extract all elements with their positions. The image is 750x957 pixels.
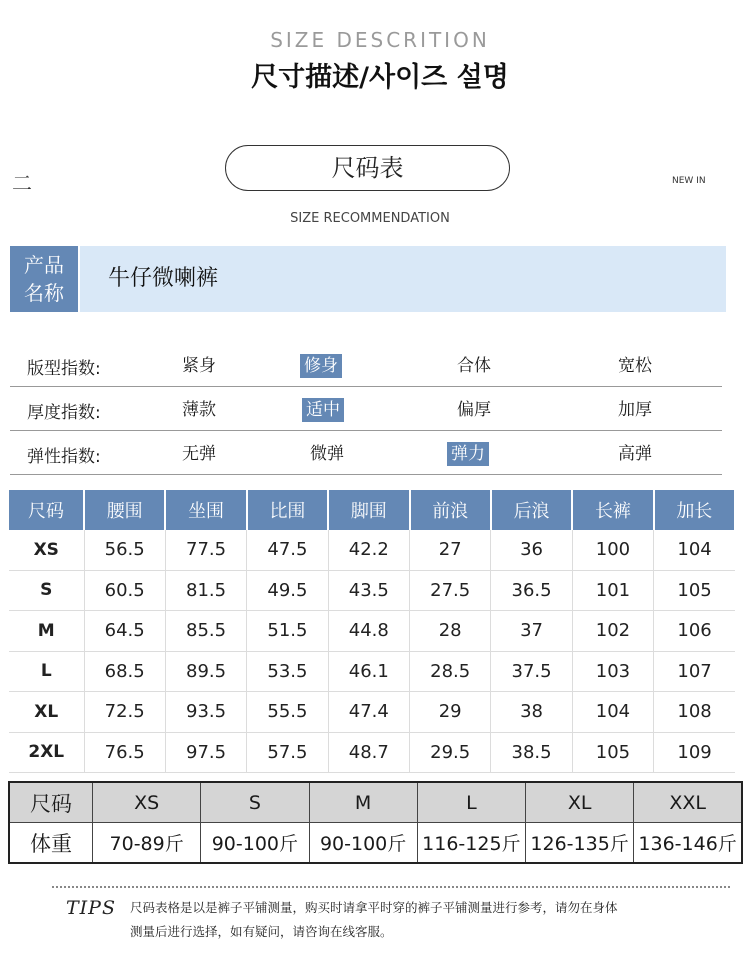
weight-size-cell: L [417, 782, 525, 823]
weight-cell: 90-100斤 [201, 823, 309, 864]
weight-size-label: 尺码 [9, 782, 93, 823]
hip-cell: 77.5 [165, 530, 246, 570]
fit-option-regular: 合体 [457, 356, 491, 376]
size-cell: L [9, 651, 84, 692]
tips-tag: TIPS [66, 897, 116, 919]
tips-line-2: 测量后进行选择，如有疑问，请咨询在线客服。 [130, 924, 393, 939]
hip-cell: 93.5 [165, 692, 246, 733]
hem-cell: 43.5 [328, 570, 409, 611]
front-rise-cell: 27.5 [410, 570, 491, 611]
hip-cell: 81.5 [165, 570, 246, 611]
length-cell: 101 [572, 570, 653, 611]
hem-cell: 46.1 [328, 651, 409, 692]
front-rise-cell: 29 [410, 692, 491, 733]
back-rise-cell: 37 [491, 611, 572, 652]
header-extended-length: 加长 [654, 490, 735, 530]
header-waist: 腰围 [84, 490, 165, 530]
tips-text [130, 896, 720, 944]
front-rise-cell: 29.5 [410, 732, 491, 773]
hem-cell: 42.2 [328, 530, 409, 570]
elasticity-option-slight: 微弹 [310, 444, 344, 464]
tips-divider [52, 886, 730, 888]
fit-index-row [10, 342, 722, 387]
section-subtitle: SIZE DESCRITION [270, 28, 490, 52]
weight-cell: 136-146斤 [634, 823, 742, 864]
weight-table-size-row [9, 782, 742, 823]
table-row [9, 570, 735, 611]
elasticity-index-row [10, 430, 722, 475]
thigh-cell: 49.5 [247, 570, 328, 611]
product-name: 牛仔微喇裤 [80, 246, 726, 312]
header-size: 尺码 [9, 490, 84, 530]
weight-size-cell: XL [526, 782, 634, 823]
length-cell: 104 [572, 692, 653, 733]
elasticity-index-label: 弹性指数: [27, 447, 101, 467]
elasticity-option-none: 无弹 [182, 444, 216, 464]
size-cell: S [9, 570, 84, 611]
weight-table [8, 781, 743, 864]
header-thigh: 比围 [247, 490, 328, 530]
length-cell: 102 [572, 611, 653, 652]
hem-cell: 44.8 [328, 611, 409, 652]
back-rise-cell: 36.5 [491, 570, 572, 611]
thickness-option-thick: 偏厚 [457, 400, 491, 420]
extended-length-cell: 107 [654, 651, 735, 692]
waist-cell: 68.5 [84, 651, 165, 692]
weight-cell: 90-100斤 [309, 823, 417, 864]
extended-length-cell: 108 [654, 692, 735, 733]
weight-size-cell: M [309, 782, 417, 823]
thickness-index-row [10, 386, 722, 431]
thickness-option-thin: 薄款 [182, 400, 216, 420]
weight-cell: 126-135斤 [526, 823, 634, 864]
header-hem: 脚围 [328, 490, 409, 530]
thigh-cell: 47.5 [247, 530, 328, 570]
size-cell: 2XL [9, 732, 84, 773]
size-chart-header-row [9, 490, 735, 530]
thickness-option-extra-thick: 加厚 [618, 400, 652, 420]
header-length: 长裤 [572, 490, 653, 530]
header-front-rise: 前浪 [410, 490, 491, 530]
front-rise-cell: 28.5 [410, 651, 491, 692]
back-rise-cell: 38 [491, 692, 572, 733]
front-rise-cell: 27 [410, 530, 491, 570]
size-cell: M [9, 611, 84, 652]
header-hip: 坐围 [165, 490, 246, 530]
hem-cell: 48.7 [328, 732, 409, 773]
length-cell: 103 [572, 651, 653, 692]
product-name-label [10, 246, 78, 312]
thigh-cell: 51.5 [247, 611, 328, 652]
elasticity-option-stretch-selected: 弹力 [447, 442, 489, 466]
size-cell: XL [9, 692, 84, 733]
thickness-index-label: 厚度指数: [27, 403, 101, 423]
new-in-label: NEW IN [672, 176, 706, 186]
back-rise-cell: 36 [491, 530, 572, 570]
waist-cell: 60.5 [84, 570, 165, 611]
extended-length-cell: 109 [654, 732, 735, 773]
table-row [9, 692, 735, 733]
size-chart-badge: 尺码表 [225, 145, 510, 191]
waist-cell: 56.5 [84, 530, 165, 570]
size-recommendation-label: SIZE RECOMMENDATION [290, 211, 450, 226]
table-row [9, 651, 735, 692]
table-row [9, 611, 735, 652]
waist-cell: 72.5 [84, 692, 165, 733]
side-mark: 二 [12, 171, 32, 195]
thigh-cell: 57.5 [247, 732, 328, 773]
weight-size-cell: S [201, 782, 309, 823]
back-rise-cell: 37.5 [491, 651, 572, 692]
product-label-line1: 产品 [24, 253, 64, 277]
extended-length-cell: 106 [654, 611, 735, 652]
length-cell: 100 [572, 530, 653, 570]
hip-cell: 85.5 [165, 611, 246, 652]
waist-cell: 64.5 [84, 611, 165, 652]
weight-cell: 70-89斤 [93, 823, 201, 864]
thigh-cell: 55.5 [247, 692, 328, 733]
weight-cell: 116-125斤 [417, 823, 525, 864]
elasticity-option-high: 高弹 [618, 444, 652, 464]
weight-label: 体重 [9, 823, 93, 864]
extended-length-cell: 104 [654, 530, 735, 570]
weight-size-cell: XS [93, 782, 201, 823]
fit-option-loose: 宽松 [618, 356, 652, 376]
table-row [9, 732, 735, 773]
front-rise-cell: 28 [410, 611, 491, 652]
hip-cell: 97.5 [165, 732, 246, 773]
size-cell: XS [9, 530, 84, 570]
extended-length-cell: 105 [654, 570, 735, 611]
page-title: 尺寸描述/사이즈 설명 [251, 62, 509, 93]
header-back-rise: 后浪 [491, 490, 572, 530]
product-label-line2: 名称 [24, 281, 64, 305]
back-rise-cell: 38.5 [491, 732, 572, 773]
size-chart-table [9, 490, 736, 773]
thickness-option-medium-selected: 适中 [302, 398, 344, 422]
tips-line-1: 尺码表格是以是裤子平铺测量，购买时请拿平时穿的裤子平铺测量进行参考，请勿在身体 [130, 900, 618, 915]
fit-option-slim-selected: 修身 [300, 354, 342, 378]
thigh-cell: 53.5 [247, 651, 328, 692]
fit-index-label: 版型指数: [27, 359, 101, 379]
length-cell: 105 [572, 732, 653, 773]
weight-size-cell: XXL [634, 782, 742, 823]
hip-cell: 89.5 [165, 651, 246, 692]
fit-option-tight: 紧身 [182, 356, 216, 376]
weight-table-weight-row [9, 823, 742, 864]
table-row [9, 530, 735, 570]
waist-cell: 76.5 [84, 732, 165, 773]
hem-cell: 47.4 [328, 692, 409, 733]
